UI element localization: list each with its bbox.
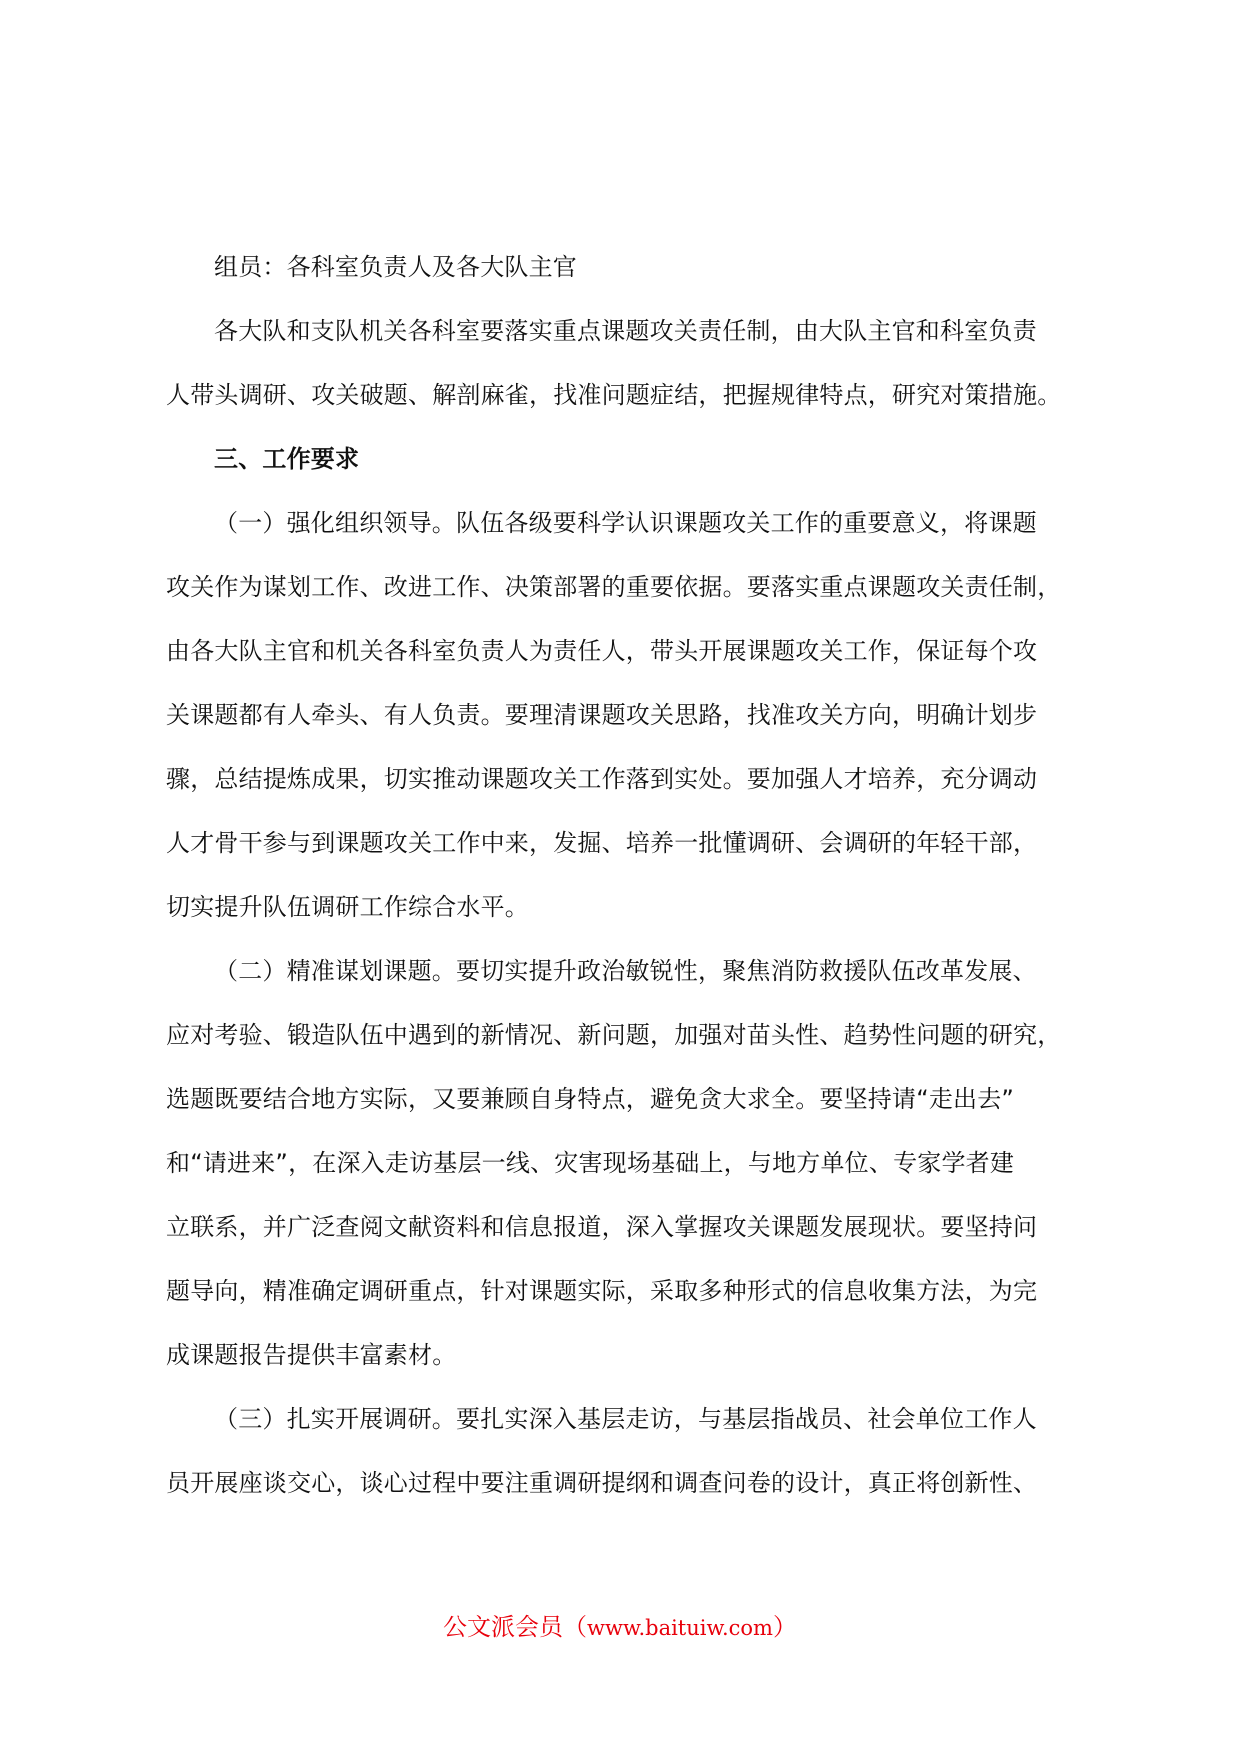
text-line: 人带头调研、攻关破题、解剖麻雀，找准问题症结，把握规律特点，研究对策措施。 xyxy=(166,381,1062,409)
text-line: 关课题都有人牵头、有人负责。要理清课题攻关思路，找准攻关方向，明确计划步 xyxy=(166,701,1038,729)
footer-url[interactable]: www.baituiw.com xyxy=(587,1616,773,1640)
text-line: 立联系，并广泛查阅文献资料和信息报道，深入掌握攻关课题发展现状。要坚持问 xyxy=(166,1213,1038,1241)
text-line: 攻关作为谋划工作、改进工作、决策部署的重要依据。要落实重点课题攻关责任制， xyxy=(166,573,1062,601)
section-heading: 三、工作要求 xyxy=(214,445,360,473)
text-line: 员开展座谈交心，谈心过程中要注重调研提纲和调查问卷的设计，真正将创新性、 xyxy=(166,1469,1038,1497)
text-line: （三）扎实开展调研。要扎实深入基层走访，与基层指战员、社会单位工作人 xyxy=(214,1405,1037,1433)
text-line: 各大队和支队机关各科室要落实重点课题攻关责任制，由大队主官和科室负责 xyxy=(214,317,1037,345)
text-line: 应对考验、锻造队伍中遇到的新情况、新问题，加强对苗头性、趋势性问题的研究， xyxy=(166,1021,1062,1049)
text-line: 切实提升队伍调研工作综合水平。 xyxy=(166,893,529,921)
text-line: 题导向，精准确定调研重点，针对课题实际，采取多种形式的信息收集方法，为完 xyxy=(166,1277,1038,1305)
text-line: 选题既要结合地方实际，又要兼顾自身特点，避免贪大求全。要坚持请“走出去” xyxy=(166,1085,1015,1113)
text-line-members: 组员：各科室负责人及各大队主官 xyxy=(214,253,577,281)
text-line: （二）精准谋划课题。要切实提升政治敏锐性，聚焦消防救援队伍改革发展、 xyxy=(214,957,1037,985)
text-line: 骤，总结提炼成果，切实推动课题攻关工作落到实处。要加强人才培养，充分调动 xyxy=(166,765,1038,793)
text-line: 和“请进来”，在深入走访基层一线、灾害现场基础上，与地方单位、专家学者建 xyxy=(166,1149,1015,1177)
text-line: 由各大队主官和机关各科室负责人为责任人，带头开展课题攻关工作，保证每个攻 xyxy=(166,637,1038,665)
text-line: 人才骨干参与到课题攻关工作中来，发掘、培养一批懂调研、会调研的年轻干部， xyxy=(166,829,1038,857)
text-line: 成课题报告提供丰富素材。 xyxy=(166,1341,457,1369)
text-line: （一）强化组织领导。队伍各级要科学认识课题攻关工作的重要意义，将课题 xyxy=(214,509,1037,537)
footer-label: 公文派会员（ xyxy=(443,1613,588,1641)
footer-watermark xyxy=(0,1612,1240,1643)
footer-close: ） xyxy=(772,1613,797,1641)
